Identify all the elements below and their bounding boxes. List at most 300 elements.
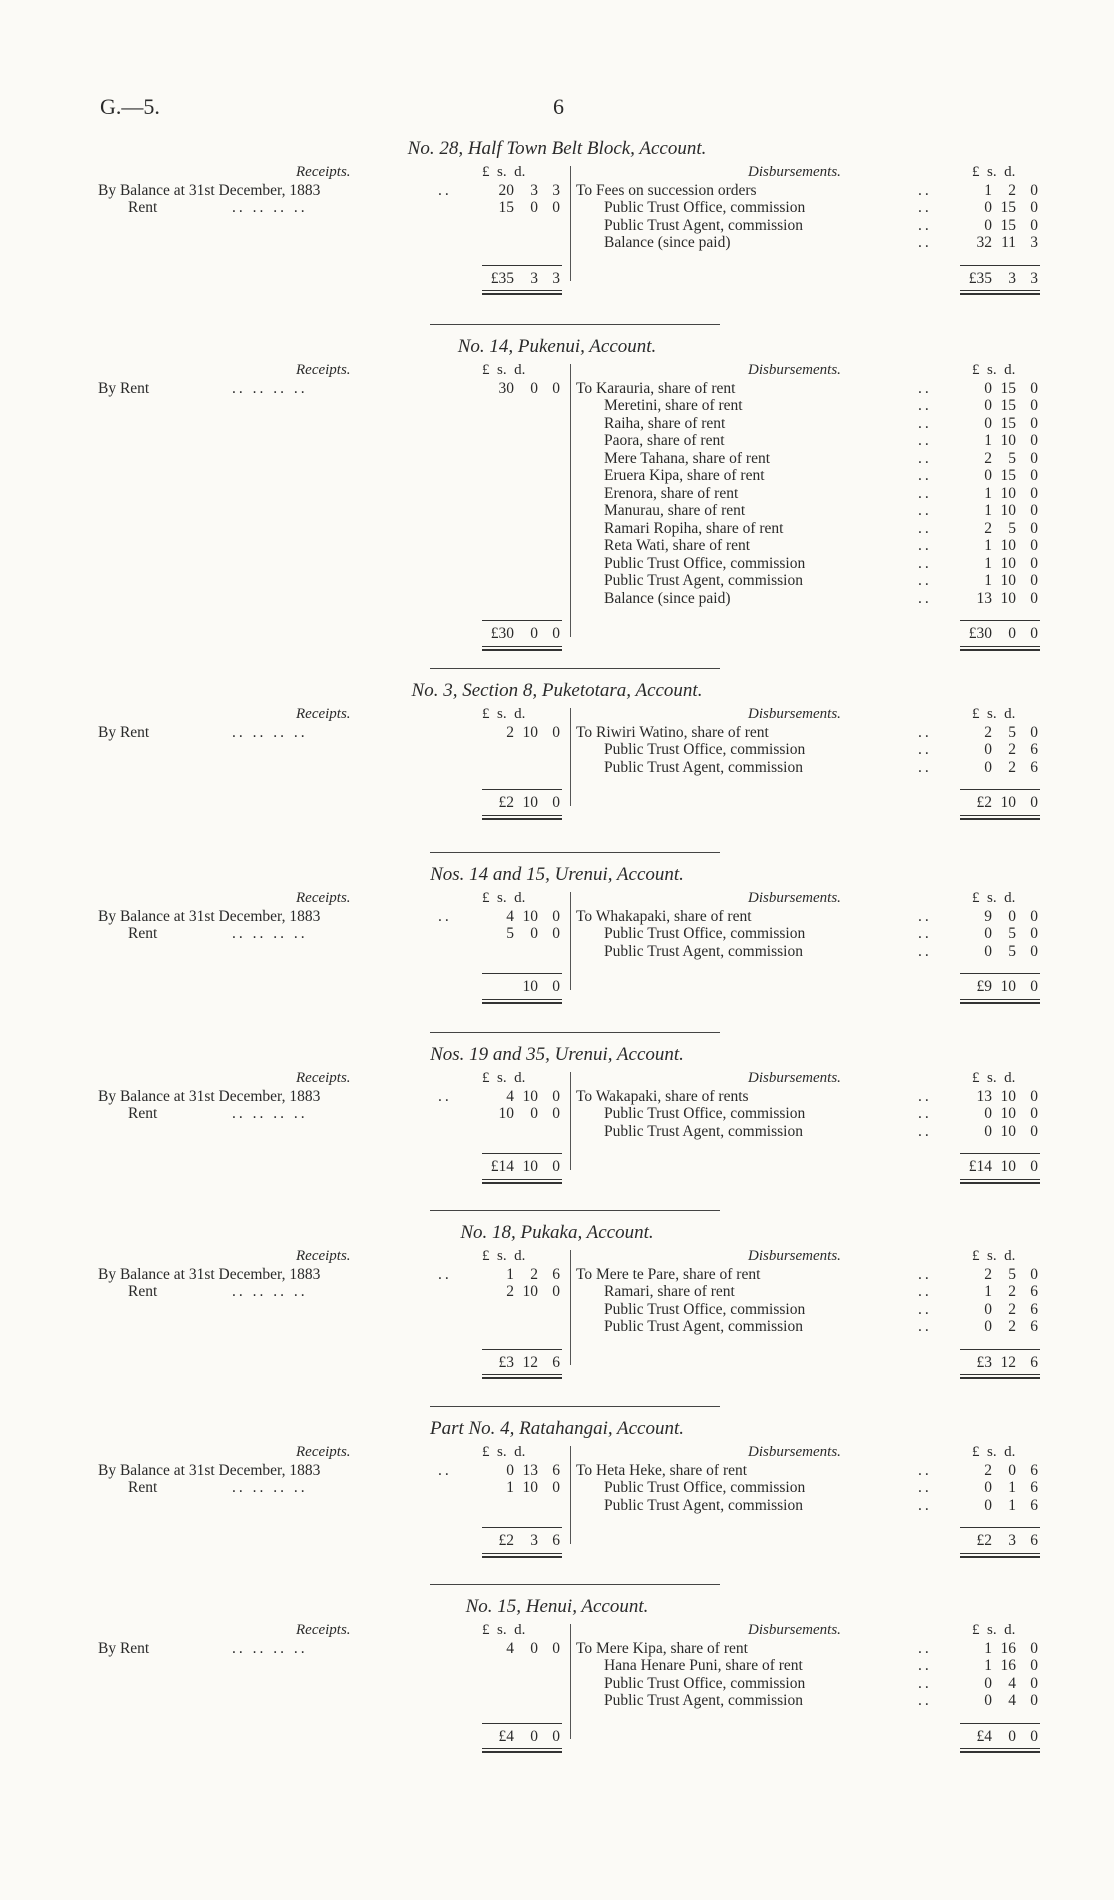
disbursement-amount-l: 1 (984, 1639, 992, 1657)
disbursements-total-double-rule (960, 646, 1040, 651)
disbursement-amount-s: 5 (1008, 449, 1016, 467)
disbursement-amount-d: 6 (1030, 1283, 1038, 1300)
disbursement-amount-d: 0 (1030, 554, 1038, 572)
disbursements-heading: Disbursements. (748, 164, 841, 180)
document-reference: G.—5. (100, 94, 160, 119)
disbursement-amount-l: 2 (984, 519, 992, 537)
disbursement-amount-d: 6 (1030, 758, 1038, 776)
leader-dots: .. (438, 1265, 452, 1283)
receipts-total-rule (482, 1527, 562, 1528)
column-divider (570, 364, 571, 637)
receipt-amount-l: 0 (506, 1461, 514, 1479)
column-divider (570, 708, 571, 806)
receipt-amount (470, 724, 560, 742)
disbursement-amount-d: 6 (1030, 1496, 1038, 1514)
disbursement-line: Public Trust Office, commission (604, 554, 806, 572)
disbursements-total-rule (960, 789, 1040, 790)
receipt-amount-d: 3 (552, 181, 560, 199)
leader-dots: .. (918, 1692, 932, 1709)
leader-dots: .. (918, 723, 932, 741)
disbursement-amount-d: 0 (1030, 1265, 1038, 1283)
disbursement-amount (948, 555, 1038, 573)
section-separator (430, 324, 720, 325)
disbursement-amount (948, 572, 1038, 590)
receipt-line: Rent (128, 1479, 158, 1496)
disbursement-amount (948, 590, 1038, 608)
receipts-lsd-heading: £ s. d. (482, 706, 526, 722)
disbursements-total (948, 978, 1038, 996)
disbursements-total (948, 625, 1038, 643)
disbursement-amount-d: 0 (1030, 925, 1038, 942)
disbursements-total (948, 270, 1038, 288)
disbursement-amount-l: 2 (984, 723, 992, 741)
disbursement-amount-s: 1 (1008, 1479, 1016, 1496)
leader-dots: .. (918, 1300, 932, 1318)
receipts-total-double-rule (482, 1179, 562, 1184)
receipts-lsd-heading: £ s. d. (482, 1070, 526, 1086)
disbursement-line: Public Trust Agent, commission (604, 1122, 803, 1140)
disbursement-amount (948, 759, 1038, 777)
disbursement-amount-s: 1 (1008, 1496, 1016, 1514)
receipt-line: By Balance at 31st December, 1883 (98, 1265, 321, 1283)
receipts-total-double-rule (482, 999, 562, 1004)
disbursement-amount-s: 10 (1000, 502, 1016, 519)
disbursement-amount-l: 0 (984, 758, 992, 776)
disbursement-amount (948, 182, 1038, 200)
account-title: No. 3, Section 8, Puketotara, Account. (411, 680, 703, 701)
disbursements-total-l: £3 (976, 1353, 992, 1371)
receipts-total-d: 0 (552, 1727, 560, 1745)
disbursement-amount-d: 0 (1030, 1674, 1038, 1692)
disbursement-amount-s: 10 (1000, 554, 1016, 572)
disbursement-amount-l: 1 (984, 1657, 992, 1674)
disbursement-line: Paora, share of rent (604, 432, 725, 449)
disbursement-line: Public Trust Agent, commission (604, 216, 803, 234)
leader-dots: .. (918, 758, 932, 776)
receipts-heading: Receipts. (296, 1248, 351, 1264)
receipt-amount-d: 0 (552, 1639, 560, 1657)
disbursements-total (948, 1354, 1038, 1372)
disbursements-total-d: 0 (1030, 978, 1038, 995)
disbursements-total-d: 0 (1030, 1727, 1038, 1745)
disbursements-heading: Disbursements. (748, 1444, 841, 1460)
disbursement-line: Public Trust Agent, commission (604, 942, 803, 960)
disbursement-amount (948, 1301, 1038, 1319)
leader-dots: .. .. .. .. (232, 1639, 308, 1657)
disbursement-amount (948, 234, 1038, 252)
disbursements-total-s: 3 (1008, 1532, 1016, 1549)
disbursement-line: To Riwiri Watino, share of rent (576, 723, 769, 741)
receipts-lsd-heading: £ s. d. (482, 1444, 526, 1460)
receipts-total (470, 1728, 560, 1746)
receipt-amount (470, 182, 560, 200)
disbursements-total-rule (960, 1153, 1040, 1154)
receipts-lsd-heading: £ s. d. (482, 1248, 526, 1264)
disbursements-total-d: 0 (1030, 1158, 1038, 1175)
receipt-amount (470, 925, 560, 943)
disbursement-amount-l: 0 (984, 1122, 992, 1140)
disbursement-amount-l: 1 (984, 484, 992, 502)
disbursements-total-double-rule (960, 1748, 1040, 1753)
disbursements-total-l: £35 (968, 269, 992, 287)
receipts-total (470, 978, 560, 996)
disbursements-heading: Disbursements. (748, 890, 841, 906)
column-divider (570, 1072, 571, 1170)
disbursements-lsd-heading: £ s. d. (972, 1248, 1016, 1264)
disbursement-amount (948, 1088, 1038, 1106)
receipt-amount (470, 1640, 560, 1658)
receipts-total-d: 0 (552, 1158, 560, 1175)
disbursements-total-double-rule (960, 1374, 1040, 1379)
disbursement-line: Hana Henare Puni, share of rent (604, 1657, 803, 1674)
receipts-total-double-rule (482, 646, 562, 651)
disbursement-amount-d: 0 (1030, 397, 1038, 414)
disbursements-total-s: 10 (1000, 978, 1016, 995)
disbursement-amount-d: 0 (1030, 216, 1038, 234)
account-title: Nos. 19 and 35, Urenui, Account. (430, 1044, 684, 1065)
receipts-total-l: £2 (498, 794, 514, 811)
disbursements-total-double-rule (960, 1179, 1040, 1184)
disbursement-amount-s: 16 (1000, 1657, 1016, 1674)
disbursements-lsd-heading: £ s. d. (972, 890, 1016, 906)
disbursement-amount (948, 432, 1038, 450)
leader-dots: .. (918, 467, 932, 484)
receipt-line: By Balance at 31st December, 1883 (98, 1461, 321, 1479)
disbursement-amount (948, 520, 1038, 538)
receipt-line: By Balance at 31st December, 1883 (98, 1087, 321, 1105)
disbursement-amount-d: 0 (1030, 1639, 1038, 1657)
section-separator (430, 1584, 720, 1585)
receipt-line: By Rent (98, 723, 150, 741)
receipt-amount-d: 0 (552, 199, 560, 216)
disbursement-amount-d: 0 (1030, 537, 1038, 554)
disbursement-line: Public Trust Agent, commission (604, 1318, 803, 1335)
disbursement-line: Balance (since paid) (604, 234, 731, 251)
leader-dots: .. (918, 432, 932, 449)
receipt-amount (470, 1283, 560, 1301)
disbursement-line: Eruera Kipa, share of rent (604, 467, 765, 484)
disbursement-amount-l: 0 (984, 199, 992, 216)
disbursement-amount-l: 1 (984, 502, 992, 519)
leader-dots: .. (918, 519, 932, 537)
leader-dots: .. (918, 414, 932, 432)
disbursement-line: Raiha, share of rent (604, 414, 726, 432)
disbursement-line: Meretini, share of rent (604, 397, 743, 414)
leader-dots: .. (918, 397, 932, 414)
disbursements-total-rule (960, 620, 1040, 621)
disbursement-amount-l: 13 (976, 589, 992, 607)
receipts-lsd-heading: £ s. d. (482, 164, 526, 180)
disbursements-total-l: £30 (968, 625, 992, 642)
receipt-amount-s: 0 (530, 925, 538, 942)
disbursement-amount (948, 1105, 1038, 1123)
receipt-amount-s: 0 (530, 199, 538, 216)
disbursement-amount (948, 1657, 1038, 1675)
leader-dots: .. .. .. .. (232, 723, 308, 741)
disbursement-amount-l: 2 (984, 449, 992, 467)
disbursement-amount-d: 6 (1030, 1461, 1038, 1479)
section-separator (430, 1032, 720, 1033)
receipt-amount-l: 20 (498, 181, 514, 199)
leader-dots: .. (918, 589, 932, 607)
receipt-line: By Rent (98, 379, 150, 397)
receipts-total-s: 10 (522, 978, 538, 995)
leader-dots: .. (918, 1283, 932, 1300)
disbursements-total-l: £2 (976, 794, 992, 811)
disbursements-total-l: £2 (976, 1532, 992, 1549)
disbursement-amount (948, 450, 1038, 468)
disbursement-line: To Fees on succession orders (576, 181, 757, 199)
leader-dots: .. (918, 1265, 932, 1283)
receipt-amount-l: 2 (506, 1283, 514, 1300)
disbursement-amount-s: 5 (1008, 1265, 1016, 1283)
disbursement-amount (948, 1675, 1038, 1693)
receipts-total-s: 10 (522, 794, 538, 811)
disbursement-amount (948, 415, 1038, 433)
disbursement-amount-l: 13 (976, 1087, 992, 1105)
disbursement-amount (948, 1497, 1038, 1515)
disbursement-line: To Mere Kipa, share of rent (576, 1639, 748, 1657)
leader-dots: .. (918, 907, 932, 925)
disbursement-amount-s: 10 (1000, 432, 1016, 449)
disbursement-amount-l: 0 (984, 1692, 992, 1709)
disbursements-total (948, 1158, 1038, 1176)
receipts-total (470, 1532, 560, 1550)
receipts-total-d: 0 (552, 978, 560, 995)
receipts-total-double-rule (482, 290, 562, 295)
leader-dots: .. (918, 1479, 932, 1496)
receipts-total (470, 794, 560, 812)
receipts-total-s: 3 (530, 269, 538, 287)
disbursement-amount-l: 0 (984, 414, 992, 432)
leader-dots: .. .. .. .. (232, 1479, 308, 1496)
leader-dots: .. (918, 1105, 932, 1122)
section-separator (430, 852, 720, 853)
disbursement-amount-l: 2 (984, 1265, 992, 1283)
receipt-line: Rent (128, 1105, 158, 1122)
disbursement-line: To Heta Heke, share of rent (576, 1461, 748, 1479)
disbursement-amount-s: 16 (1000, 1639, 1016, 1657)
receipts-heading: Receipts. (296, 706, 351, 722)
receipt-amount-s: 13 (522, 1461, 538, 1479)
leader-dots: .. (918, 1639, 932, 1657)
disbursement-amount-l: 0 (984, 467, 992, 484)
disbursement-amount-d: 0 (1030, 502, 1038, 519)
receipt-amount (470, 380, 560, 398)
receipts-total-double-rule (482, 815, 562, 820)
receipt-amount-l: 15 (498, 199, 514, 216)
receipt-amount (470, 199, 560, 217)
disbursement-amount-d: 0 (1030, 723, 1038, 741)
disbursement-amount-s: 10 (1000, 572, 1016, 589)
receipt-amount-l: 1 (506, 1265, 514, 1283)
receipts-total-rule (482, 789, 562, 790)
disbursement-amount-d: 0 (1030, 1657, 1038, 1674)
disbursement-amount (948, 199, 1038, 217)
disbursement-amount-s: 10 (1000, 484, 1016, 502)
receipt-amount-s: 2 (530, 1265, 538, 1283)
leader-dots: .. (438, 1461, 452, 1479)
disbursement-line: To Karauria, share of rent (576, 379, 736, 397)
disbursement-amount-d: 0 (1030, 1087, 1038, 1105)
disbursement-amount-l: 1 (984, 432, 992, 449)
receipt-line: Rent (128, 1283, 158, 1300)
disbursement-amount-d: 0 (1030, 1122, 1038, 1140)
receipts-total-d: 0 (552, 794, 560, 811)
leader-dots: .. (918, 502, 932, 519)
disbursements-total-d: 3 (1030, 269, 1038, 287)
leader-dots: .. .. .. .. (232, 925, 308, 942)
receipts-total-s: 0 (530, 1727, 538, 1745)
disbursement-amount-s: 10 (1000, 1122, 1016, 1140)
receipt-amount-s: 0 (530, 379, 538, 397)
disbursement-amount (948, 1283, 1038, 1301)
receipts-heading: Receipts. (296, 164, 351, 180)
receipts-total-l: £3 (498, 1353, 514, 1371)
disbursement-line: Public Trust Agent, commission (604, 1496, 803, 1514)
disbursement-amount-d: 0 (1030, 942, 1038, 960)
disbursement-amount (948, 485, 1038, 503)
receipt-line: By Balance at 31st December, 1883 (98, 181, 321, 199)
section-separator (430, 1406, 720, 1407)
disbursement-amount-s: 15 (1000, 216, 1016, 234)
disbursements-total-s: 0 (1008, 1727, 1016, 1745)
receipts-total (470, 1354, 560, 1372)
disbursement-amount-s: 5 (1008, 519, 1016, 537)
leader-dots: .. .. .. .. (232, 1105, 308, 1122)
leader-dots: .. (918, 1496, 932, 1514)
disbursement-amount-l: 0 (984, 1105, 992, 1122)
disbursement-amount-l: 1 (984, 554, 992, 572)
disbursement-amount-l: 1 (984, 1283, 992, 1300)
disbursements-heading: Disbursements. (748, 1248, 841, 1264)
account-title: No. 15, Henui, Account. (465, 1596, 649, 1617)
disbursements-heading: Disbursements. (748, 1622, 841, 1638)
disbursement-amount-s: 4 (1008, 1692, 1016, 1709)
receipt-amount-l: 4 (506, 907, 514, 925)
receipt-amount-l: 10 (498, 1105, 514, 1122)
receipt-line: By Rent (98, 1639, 150, 1657)
receipt-amount (470, 1462, 560, 1480)
disbursements-total-s: 10 (1000, 794, 1016, 811)
leader-dots: .. (918, 199, 932, 216)
disbursements-lsd-heading: £ s. d. (972, 706, 1016, 722)
receipts-heading: Receipts. (296, 1622, 351, 1638)
receipts-total-l: £2 (498, 1532, 514, 1549)
disbursement-amount-l: 0 (984, 741, 992, 758)
leader-dots: .. (918, 554, 932, 572)
receipts-total-rule (482, 265, 562, 266)
disbursement-line: Public Trust Office, commission (604, 741, 806, 758)
disbursement-amount-s: 2 (1008, 741, 1016, 758)
leader-dots: .. (918, 484, 932, 502)
receipts-total-d: 6 (552, 1353, 560, 1371)
disbursement-amount-s: 4 (1008, 1674, 1016, 1692)
receipt-amount-d: 0 (552, 1283, 560, 1300)
disbursement-amount-d: 0 (1030, 432, 1038, 449)
receipt-amount-l: 4 (506, 1639, 514, 1657)
disbursement-amount (948, 1318, 1038, 1336)
leader-dots: .. (918, 537, 932, 554)
receipt-amount-l: 2 (506, 723, 514, 741)
leader-dots: .. (918, 572, 932, 589)
disbursements-total-rule (960, 1723, 1040, 1724)
disbursement-amount-d: 6 (1030, 741, 1038, 758)
disbursement-amount-s: 0 (1008, 907, 1016, 925)
receipt-amount-d: 0 (552, 907, 560, 925)
disbursement-amount-d: 0 (1030, 181, 1038, 199)
receipts-total-double-rule (482, 1553, 562, 1558)
disbursements-heading: Disbursements. (748, 706, 841, 722)
receipts-lsd-heading: £ s. d. (482, 362, 526, 378)
disbursements-total-double-rule (960, 290, 1040, 295)
leader-dots: .. (918, 741, 932, 758)
leader-dots: .. (438, 181, 452, 199)
receipts-total-d: 0 (552, 625, 560, 642)
disbursement-amount (948, 908, 1038, 926)
receipts-total-l: £14 (490, 1158, 514, 1175)
disbursement-amount-d: 6 (1030, 1300, 1038, 1318)
receipt-amount-s: 10 (522, 907, 538, 925)
leader-dots: .. (918, 1122, 932, 1140)
receipt-amount-l: 30 (498, 379, 514, 397)
disbursement-amount-s: 10 (1000, 589, 1016, 607)
receipts-total-d: 3 (552, 269, 560, 287)
disbursements-total-s: 10 (1000, 1158, 1016, 1175)
leader-dots: .. .. .. .. (232, 379, 308, 397)
disbursement-amount-s: 5 (1008, 723, 1016, 741)
disbursement-amount-l: 0 (984, 1496, 992, 1514)
receipts-heading: Receipts. (296, 890, 351, 906)
disbursement-amount-d: 3 (1030, 234, 1038, 251)
receipt-amount-d: 0 (552, 925, 560, 942)
disbursement-amount-s: 5 (1008, 925, 1016, 942)
disbursements-total-d: 0 (1030, 625, 1038, 642)
disbursement-amount-l: 0 (984, 1674, 992, 1692)
disbursements-lsd-heading: £ s. d. (972, 1622, 1016, 1638)
disbursement-amount-s: 0 (1008, 1461, 1016, 1479)
disbursement-line: Public Trust Office, commission (604, 925, 806, 942)
leader-dots: .. (918, 1461, 932, 1479)
disbursement-amount-d: 6 (1030, 1479, 1038, 1496)
section-separator (430, 1210, 720, 1211)
disbursement-amount (948, 943, 1038, 961)
disbursement-amount-s: 10 (1000, 1105, 1016, 1122)
account-title: No. 28, Half Town Belt Block, Account. (407, 138, 707, 159)
disbursement-amount-l: 1 (984, 181, 992, 199)
receipt-amount-d: 0 (552, 1087, 560, 1105)
leader-dots: .. .. .. .. (232, 199, 308, 216)
disbursement-amount (948, 502, 1038, 520)
disbursements-total-rule (960, 265, 1040, 266)
account-title: No. 18, Pukaka, Account. (460, 1222, 654, 1243)
disbursement-amount-d: 6 (1030, 1318, 1038, 1335)
leader-dots: .. .. .. .. (232, 1283, 308, 1300)
disbursements-total (948, 1532, 1038, 1550)
disbursement-line: Reta Wati, share of rent (604, 537, 751, 554)
leader-dots: .. (918, 181, 932, 199)
disbursement-amount-s: 15 (1000, 467, 1016, 484)
disbursement-amount-s: 2 (1008, 1300, 1016, 1318)
column-divider (570, 1624, 571, 1739)
receipts-total-double-rule (482, 1374, 562, 1379)
column-divider (570, 166, 571, 281)
disbursement-amount (948, 1123, 1038, 1141)
leader-dots: .. (918, 942, 932, 960)
disbursement-amount (948, 467, 1038, 485)
disbursement-amount-l: 0 (984, 379, 992, 397)
disbursements-total-d: 0 (1030, 794, 1038, 811)
